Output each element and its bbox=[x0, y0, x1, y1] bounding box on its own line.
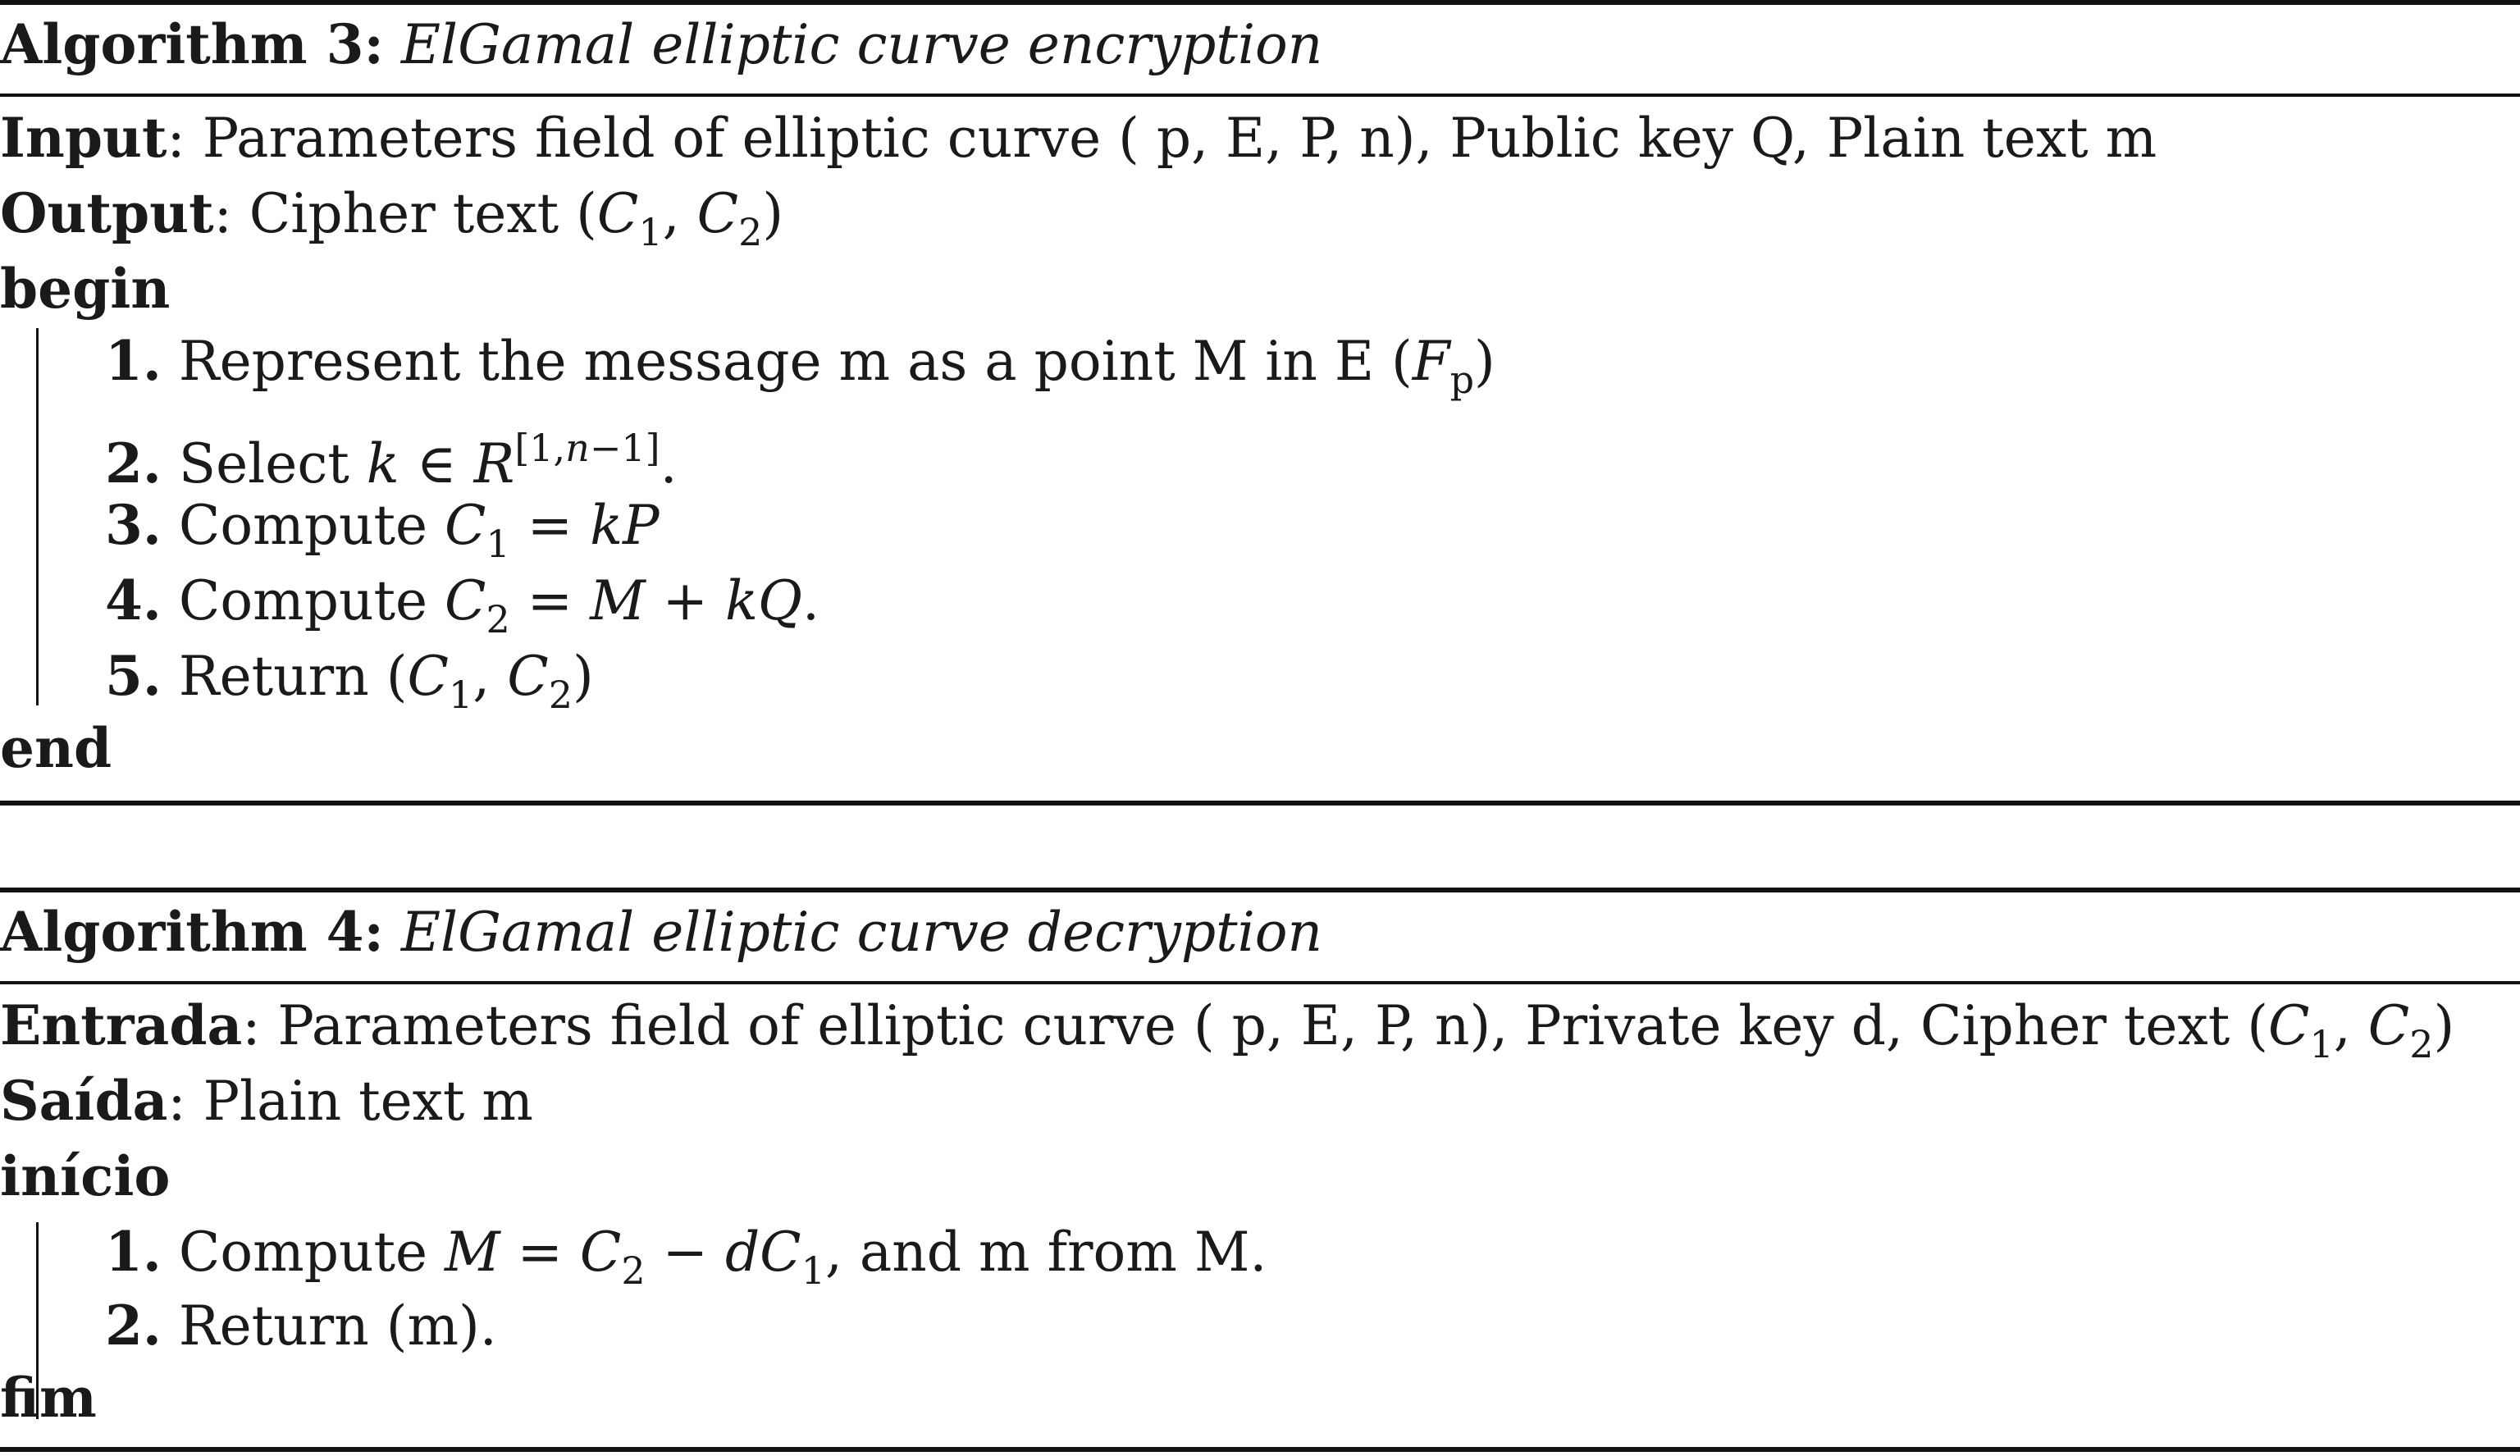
select-k-math: k ∈ R[1,n−1]. bbox=[366, 426, 678, 495]
algorithm-3-step-5: 5. Return ($C_1$, $C_2$) bbox=[105, 644, 594, 717]
algorithm-3-top-rule bbox=[0, 0, 2520, 5]
algorithm-4-output-line bbox=[0, 1068, 533, 1134]
decrypt-math: $M = C_2 - dC_1$ bbox=[445, 1221, 825, 1293]
algorithm-3-step-2: 2. Select k ∈ R[1,n−1]. bbox=[105, 426, 678, 495]
cipher-pair-math: ($C_1$, $C_2$) bbox=[576, 182, 784, 254]
algorithm-3-label: Algorithm 3: bbox=[0, 12, 384, 76]
saida-keyword: Saída bbox=[0, 1069, 168, 1133]
algorithm-4-input-line bbox=[0, 993, 2454, 1077]
algorithm-4-block bbox=[0, 888, 2520, 1456]
inicio-keyword: início bbox=[0, 1144, 171, 1208]
algorithm-3-bottom-rule bbox=[0, 801, 2520, 806]
entrada-keyword: Entrada bbox=[0, 993, 243, 1057]
input-keyword: Input bbox=[0, 106, 167, 170]
algorithm-3-caption-rule bbox=[0, 94, 2520, 97]
cipher-pair-math: ($C_1$, $C_2$) bbox=[2247, 994, 2455, 1066]
algorithm-4-bottom-rule bbox=[0, 1447, 2520, 1452]
algorithm-3-caption bbox=[0, 11, 1322, 78]
end-keyword: end bbox=[0, 716, 112, 780]
algorithm-4-caption-rule bbox=[0, 981, 2520, 984]
algorithm-3-step-4: 4. Compute $C_2 = M$ + kQ. bbox=[105, 568, 820, 641]
algorithm-4-label: Algorithm 4: bbox=[0, 900, 384, 964]
fim-keyword: fim bbox=[0, 1366, 97, 1430]
algorithm-4-caption bbox=[0, 899, 1322, 965]
algorithm-3-output-line bbox=[0, 180, 783, 265]
algorithm-4-title: ElGamal elliptic curve decryption bbox=[400, 901, 1323, 964]
algorithm-4-step-1: 1. Compute $M = C_2 - dC_1$, and m from M. bbox=[105, 1220, 1267, 1293]
saida-text: : Plain text m bbox=[167, 1070, 533, 1133]
output-keyword: Output bbox=[0, 181, 214, 245]
algorithm-3-input-line bbox=[0, 105, 2157, 171]
output-text: : Cipher text bbox=[213, 182, 577, 245]
return-pair-math: ($C_1$, $C_2$) bbox=[386, 645, 594, 717]
algorithm-3-title: ElGamal elliptic curve encryption bbox=[400, 13, 1323, 76]
begin-keyword: begin bbox=[0, 257, 171, 321]
c1-math: $C_1$ = kP bbox=[445, 494, 660, 566]
algorithm-3-step-3: 3. Compute $C_1$ = kP bbox=[105, 493, 660, 566]
algorithm-4-top-rule bbox=[0, 888, 2520, 892]
algorithm-3-step-1: 1. Represent the message m as a point M in E $(F_p)$ bbox=[105, 329, 1495, 402]
algorithm-3-block-bar bbox=[36, 328, 39, 705]
input-text: : Parameters field of elliptic curve ( p, E, P, n), Public key Q, Plain text m bbox=[167, 107, 2157, 170]
entrada-text: : Parameters field of elliptic curve ( p, E, P, n), Private key d, Cipher text bbox=[242, 994, 2248, 1057]
c2-math: $C_2 = M$ + kQ. bbox=[445, 569, 820, 641]
field-math: $(F_p)$ bbox=[1391, 330, 1495, 402]
algorithm-4-step-2: 2. Return (m). bbox=[105, 1294, 497, 1358]
